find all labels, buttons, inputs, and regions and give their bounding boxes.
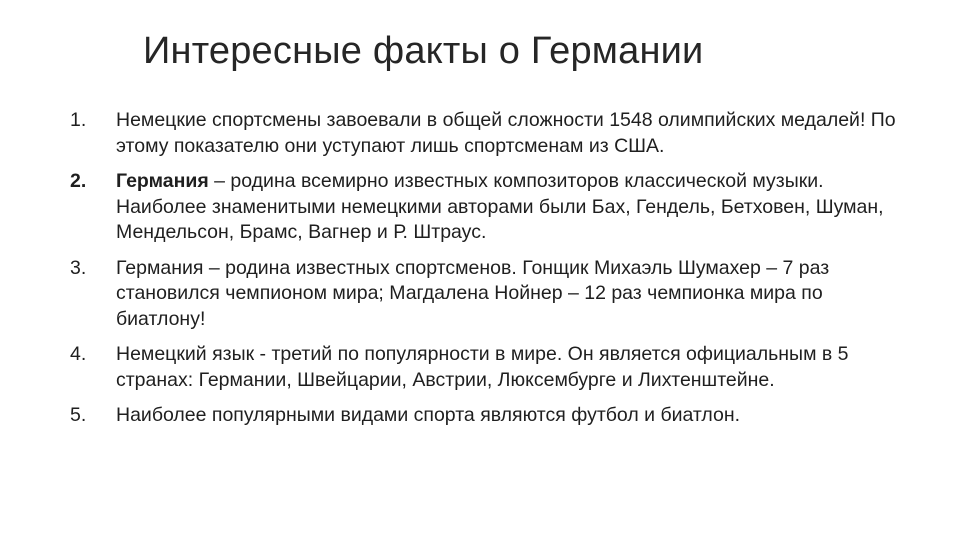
fact-number: 4.	[70, 343, 87, 365]
fact-item-3	[70, 256, 910, 333]
fact-number: 5.	[70, 404, 87, 426]
fact-number: 2.	[70, 170, 87, 192]
slide-title: Интересные факты о Германии	[143, 30, 704, 72]
fact-bold-lead: Германия	[116, 170, 209, 192]
fact-item-1	[70, 108, 910, 159]
facts-list	[70, 108, 910, 439]
fact-text: Немецкие спортсмены завоевали в общей сложности 1548 олимпийских медалей! По этому показателю они уступают лишь спортсменам из США.	[116, 109, 896, 157]
fact-number: 3.	[70, 256, 87, 279]
fact-text: Наиболее популярными видами спорта являются футбол и биатлон.	[116, 404, 741, 426]
fact-item-4	[70, 342, 910, 393]
fact-text: Немецкий язык - третий по популярности в мире. Он является официальным в 5 странах: Германии, Швейцарии, Австрии, Люксембурге и Лихтенштейне.	[116, 343, 849, 391]
fact-text: – родина всемирно известных композиторов классической музыки. Наиболее знаменитыми немецкими авторами были Бах, Гендель, Бетховен, Шуман, Мендельсон, Брамс, Вагнер и Р. Штраус.	[116, 170, 884, 243]
fact-text: Германия – родина известных спортсменов. Гонщик Михаэль Шумахер – 7 раз становился чемпионом мира; Магдалена Нойнер – 12 раз чемпионка мира по биатлону!	[116, 256, 830, 330]
fact-item-5	[70, 403, 910, 429]
fact-item-2	[70, 169, 910, 246]
fact-number: 1.	[70, 109, 87, 131]
